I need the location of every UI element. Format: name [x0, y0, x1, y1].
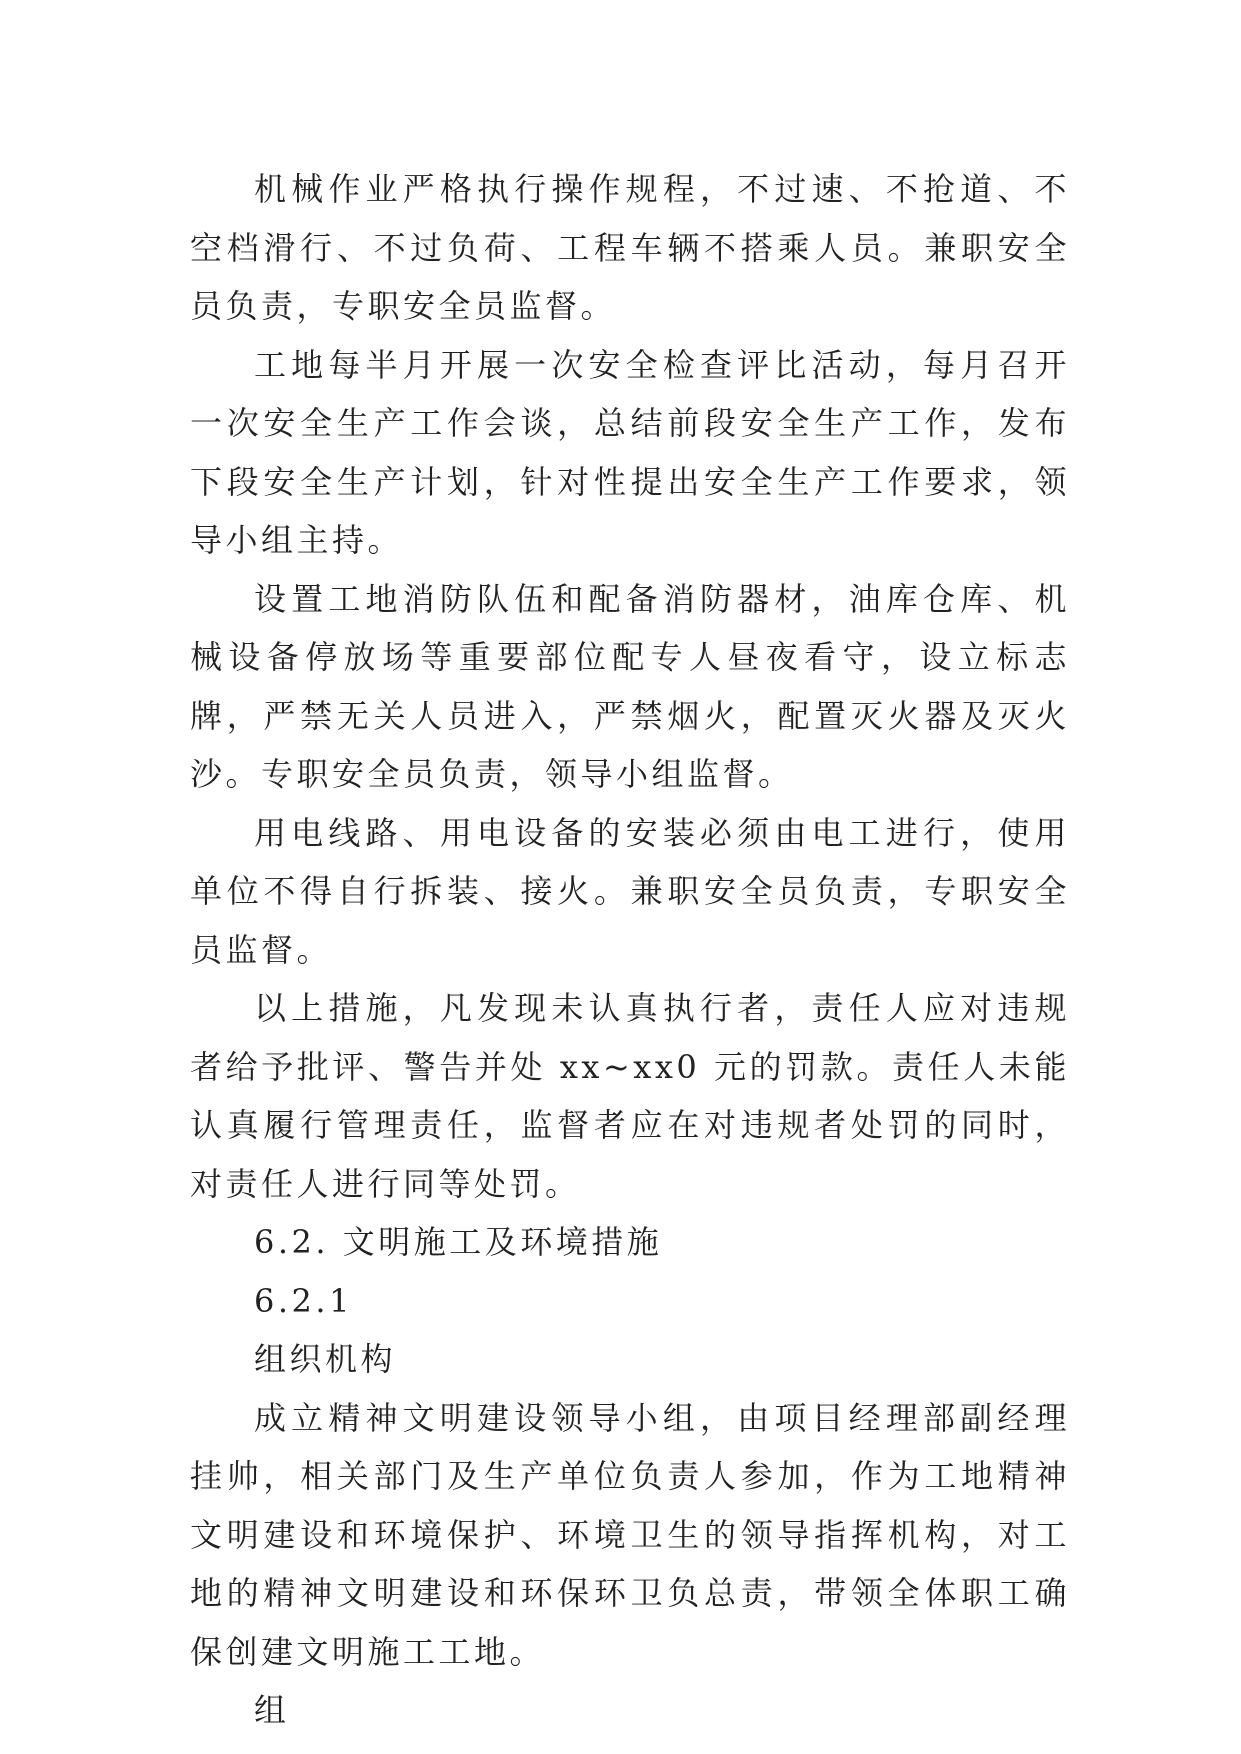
section-heading-civilized-construction: 6.2. 文明施工及环境措施 — [254, 1223, 663, 1261]
document-body — [190, 160, 1070, 1740]
paragraph-machinery-operation: 机械作业严格执行操作规程，不过速、不抢道、不空档滑行、不过负荷、工程车辆不搭乘人员。兼职安全员负责，专职安全员监督。 — [190, 170, 1070, 325]
paragraph-penalties: 以上措施，凡发现未认真执行者，责任人应对违规者给予批评、警告并处 xx~xx0 元的罚款。责任人未能认真履行管理责任，监督者应在对违规者处罚的同时，对责任人进行同等处罚。 — [190, 989, 1070, 1203]
subsection-title-organization: 组织机构 — [254, 1340, 397, 1378]
paragraph-safety-inspection: 工地每半月开展一次安全检查评比活动，每月召开一次安全生产工作会谈，总结前段安全生产工作，发布下段安全生产计划，针对性提出安全生产工作要求，领导小组主持。 — [190, 345, 1070, 559]
paragraph-fire-protection: 设置工地消防队伍和配备消防器材，油库仓库、机械设备停放场等重要部位配专人昼夜看守，设立标志牌，严禁无关人员进入，严禁烟火，配置灭火器及灭火沙。专职安全员负责，领导小组监督。 — [190, 579, 1070, 793]
paragraph-electrical-installation: 用电线路、用电设备的安装必须由电工进行，使用单位不得自行拆装、接火。兼职安全员负责，专职安全员监督。 — [190, 813, 1070, 969]
paragraph-fragment: 组 — [254, 1691, 290, 1729]
paragraph-leadership-group: 成立精神文明建设领导小组，由项目经理部副经理挂帅，相关部门及生产单位负责人参加，作为工地精神文明建设和环境保护、环境卫生的领导指挥机构，对工地的精神文明建设和环保环卫负总责，带领全体职工确保创建文明施工工地。 — [190, 1398, 1070, 1671]
subsection-number: 6.2.1 — [254, 1281, 353, 1320]
